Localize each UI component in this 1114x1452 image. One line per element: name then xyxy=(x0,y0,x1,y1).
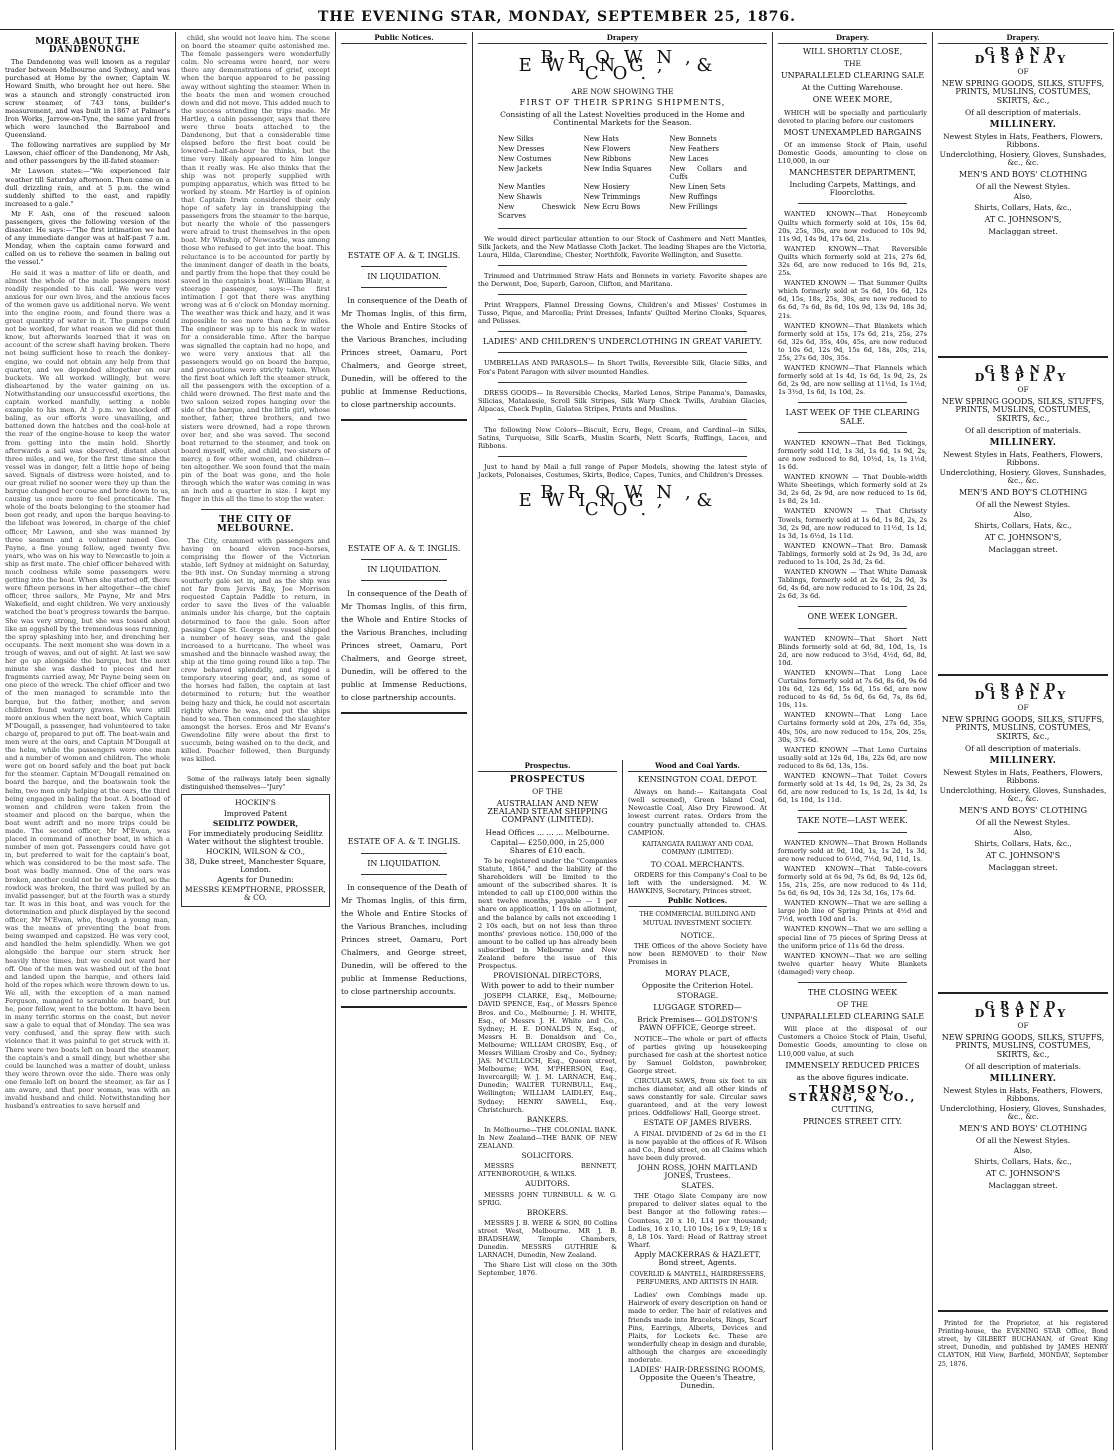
notice-body: In consequence of the Death of Mr Thomas Inglis, of this firm, the Whole and Entire Stocks of the Various Branches, including Princes street, Oamaru, Port Chalmers, and George street, Dunedin, will be offered to the public at Immense Reductions, to close partnership accounts. xyxy=(341,882,467,996)
ad-goods: NEW SPRING GOODS, SILKS, STUFFS, PRINTS, MUSLINS, COSTUMES, SKIRTS, &c., xyxy=(941,1033,1105,1059)
ad-under: Underclothing, Hosiery, Gloves, Sunshades, &c., &c. xyxy=(939,1104,1107,1122)
wanted-known: WANTED KNOWN —That Leno Curtains usually sold at 12s 6d, 18s, 22s 6d, are now reduced to 8s 6d, 13s, 15s. xyxy=(778,745,927,770)
drapery-paragraph: Just to hand by Mail a full range of Paper Models, showing the latest style of Jackets, Polonaises, Costumes, Skirts, Bodice, Capes, Tunics, and Children's Dresses. xyxy=(478,463,767,480)
thomson-strang: THOMSON, STRANG, & CO., xyxy=(788,1082,917,1104)
ladies-rooms: LADIES' HAIR-DRESSING ROOMS, Opposite the Queen's Theatre, Dunedin. xyxy=(629,1365,766,1391)
column-heading: Drapery. xyxy=(938,34,1108,44)
ad-mens: MEN'S AND BOYS' CLOTHING xyxy=(959,1124,1087,1134)
wanted-known: WANTED KNOWN — That Summer Quilts which formerly sold at 5s 6d, 10s 6d, 12s 6d, 15s, 18s, 25s, 30s, are now reduced to 6s 6d, 7s 6d, 8s 6d, 10s 9d, 13s 9d, 18s 3d, 21s. xyxy=(778,279,927,320)
coverlid-body: Ladies' own Combings made up. Hairwork of every description on hand or made to order. The hair of relatives and friends made into Bracelets, Rings, Scarf Pins, Earrings, Alberts, Devices and Plaits, for Lockets &c. These are wonderfully cheap in design and durable, although the charges are exceedingly moderate. xyxy=(628,1291,767,1364)
article-paragraph: The following narratives are supplied by Mr Lawson, chief officer of the Dandenong, Mr Ash, and other passengers by the ill-fated steamer: xyxy=(5,141,170,166)
ad-also: Also, xyxy=(1013,1146,1033,1156)
list-item: New Bonnets xyxy=(669,134,717,143)
ad-shirts: Shirts, Collars, Hats, &c., xyxy=(974,1156,1072,1166)
list-item: New Hosiery xyxy=(583,183,630,192)
ad-millinery: MILLINERY. xyxy=(989,119,1057,130)
wanted-known: WANTED KNOWN — That Chrissty Towels, formerly sold at 1s 6d, 1s 8d, 2s, 2s 3d, 2s 9d, are now reduced to 11½d, 1s 1d, 1s 3d, 1s 6½d, 1s 11d. xyxy=(778,507,927,540)
list-item: New Linen Sets xyxy=(669,183,726,192)
column-clearing-sale xyxy=(773,32,933,1450)
brokers: MESSRS J. B. WERE & SON, 80 Collins street West, Melbourne. MR J. B. BRADSHAW, Temple Chambers, Dunedin. MESSRS GUTHRIE & LARNACH, Dunedin, New Zealand. xyxy=(478,1218,617,1260)
ad-millinery: MILLINERY. xyxy=(989,437,1057,448)
estate-notice xyxy=(341,545,467,714)
drapery-paragraph: DRESS GOODS— In Reversible Checks, Marled Lenos, Stripe Panama's, Damasks, Silicias, Matalassie, Scroll Silk Stripes, Silk Warp Check Twills, Arabian Glacies, Alpacas, Check Poplin, Galatea Stripes, Prints and Muslins. xyxy=(478,388,767,413)
directors-list: JOSEPH CLARKE, Esq., Melbourne; DAVID SPENCE, Esq., of Messrs Spence Bros. and Co., Melbourne; J. H. WHITE, Esq., of Messrs J. H. White and Co., Sydney; H. E. DONALDS N, Esq., of Messrs H. B. Donaldson and Co., Melbourne; WILLIAM CROSBY, Esq., of Messrs William Crosby and Co., Sydney; JAS. M'CULLOCH, Esq., Queen street, Melbourne; WM. M'PHERSON, Esq., Invercargill; W. J. M. LARNACH, Esq., Dunedin; WALTER TURNBULL, Esq., Wellington; WILLIAM LAIDLEY, Esq., Sydney; HENRY SAWELL, Esq., Christchurch. xyxy=(478,992,617,1114)
wanted-known: WANTED KNOWN—That we are selling a special line of 75 pieces of Spring Dress at the uniform price of 11s 6d the dress. xyxy=(778,925,927,950)
brand-title: BROWN, EWING, & CO. xyxy=(518,482,727,520)
imprint: Printed for the Proprietor, at his registered Printing-house, the EVENING STAR Office, Bond street, by GILBERT BUCHANAN, of Great King street, Dunedin, and published by JAMES HENRY CLAYTON, Hill View, Barfield, MONDAY, September 25, 1876. xyxy=(938,1320,1108,1368)
list-item: New Trimmings xyxy=(583,193,641,202)
column-heading: Prospectus. xyxy=(478,762,617,772)
column-news-dandenong xyxy=(0,32,176,1450)
brand-title: BROWN, EWING, & CO. xyxy=(518,47,727,85)
ad-mill-desc: Newest Styles in Hats, Feathers, Flowers, Ribbons. xyxy=(943,131,1103,149)
notice-body: In consequence of the Death of Mr Thomas Inglis, of this firm, the Whole and Entire Stocks of the Various Branches, including Princes street, Oamaru, Port Chalmers, and George street, Dunedin, will be offered to the public at Immense Reductions, to close partnership accounts. xyxy=(341,296,467,410)
drapery-paragraph: Trimmed and Untrimmed Straw Hats and Bonnets in variety. Favorite shapes are the Derwent, Doe, Superb, Garoon, Clifton, and Maritana. xyxy=(478,271,767,288)
storage-label: STORAGE. xyxy=(676,991,719,1001)
column-prospectus xyxy=(473,760,623,1450)
ad-title: GRAND DISPLAY xyxy=(974,363,1072,385)
article-paragraph: Mr Lawson states:—"We experienced fair weather till Saturday afternoon. Then came on a dull drizzling rain, and at 5 p.m. the wind suddenly shifted to the east, and rapidly increased to a gale." xyxy=(5,167,170,208)
drapery-heading: LADIES' AND CHILDREN'S UNDERCLOTHING IN GREAT VARIETY. xyxy=(482,337,763,347)
column-public-notices xyxy=(336,32,473,1450)
ad-johnson: AT C. JOHNSON'S xyxy=(985,1168,1061,1178)
list-item: New Ecru Bows xyxy=(583,203,641,212)
ad-goods: NEW SPRING GOODS, SILKS, STUFFS, PRINTS, MUSLINS, COSTUMES, SKIRTS, &c., xyxy=(941,715,1105,741)
ad-of: OF xyxy=(1017,67,1029,77)
column-drapery-brown-ewing xyxy=(473,32,773,760)
ad-mill-desc: Newest Styles in Hats, Feathers, Flowers, Ribbons. xyxy=(943,767,1103,785)
ad-mens-desc: Of all the Newest Styles. xyxy=(975,818,1071,828)
first-shipments: FIRST OF THEIR SPRING SHIPMENTS, xyxy=(519,98,726,109)
directors-head: PROVISIONAL DIRECTORS, xyxy=(493,971,602,981)
immensely-reduced: IMMENSELY REDUCED PRICES xyxy=(785,1060,920,1070)
masthead: THE EVENING STAR, MONDAY, SEPTEMBER 25, 1876. xyxy=(0,6,1114,30)
ad-goods: NEW SPRING GOODS, SILKS, STUFFS, PRINTS, MUSLINS, COSTUMES, SKIRTS, &c., xyxy=(941,79,1105,105)
wanted-known: WANTED KNOWN—That Table-covers formerly sold at 6s 9d, 7s 6d, 8s 9d, 12s 6d, 15s, 21s, 25s, are now reduced to 4s 11d, 5s 6d, 6s 9d, 10s 3d, 12s 3d, 16s, 17s 6d. xyxy=(778,864,927,898)
take-note: TAKE NOTE—LAST WEEK. xyxy=(797,816,908,826)
ad-maker: HOCKIN, WILSON & CO., xyxy=(205,846,305,856)
wanted-known: WANTED KNOWN—That Long Lace Curtains formerly sold at 7s 6d, 8s 6d, 9s 6d 10s 6d, 12s 6d, 15s 6d, 15s 6d, are now reduced to 4s 6d, 5s 6d, 6s 6d, 7s, 8s 6d, 10s, 11s. xyxy=(778,668,927,710)
column-grand-display xyxy=(933,32,1114,1450)
solicitors: MESSRS BENNETT, ATTENBOROUGH, & WILKS. xyxy=(478,1162,617,1179)
ad-shirts: Shirts, Collars, Hats, &c., xyxy=(974,838,1072,848)
column-heading: Wood and Coal Yards. xyxy=(628,762,767,772)
brokers-head: BROKERS. xyxy=(526,1207,569,1217)
list-item: New Flowers xyxy=(583,144,631,153)
grand-display-ad xyxy=(938,45,1108,348)
article-paragraph: The Dandenong was well known as a regular trader between Melbourne and Sydney, and was purchased at Home by the owner, Captain W. Howard Smith, who brought her out here. She was a staunch and strongly constructed iron screw steamer, of 743 tons, builder's measurement, and was built in 1867 at Palmer's Iron Works, Jarrow-on-Tyne, the same yard from which were launched the Barrabool and Queensland. xyxy=(5,58,170,140)
wanted-known: WANTED KNOWN — That Double-width White Sheetings, which formerly sold at 2s 3d, 2s 6d, 2s 9d, are now reduced to 1s 6d, 1s 8d, 2s 1d. xyxy=(778,473,927,506)
including: Including Carpets, Mattings, and Floorcloths. xyxy=(789,180,916,198)
article-title: MORE ABOUT THE DANDENONG. xyxy=(35,37,140,56)
ad-shirts: Shirts, Collars, Hats, &c., xyxy=(974,202,1072,212)
solicitors-head: SOLICITORS. xyxy=(521,1151,574,1161)
column-heading: Public Notices. xyxy=(341,34,467,44)
ad-desc: For immediately producing Seidlitz Water without the slightest trouble. xyxy=(187,828,324,846)
ad-also: Also, xyxy=(1013,828,1033,838)
ad-under: Underclothing, Hosiery, Gloves, Sunshades, &c., &c. xyxy=(939,150,1107,168)
notice-status: IN LIQUIDATION. xyxy=(367,272,441,282)
notice-title: ESTATE OF A. & T. INGLIS. xyxy=(347,837,461,847)
sale-intro: WHICH will be specially and particularly devoted to placing before our customers xyxy=(778,108,927,125)
mutual-body: THE Offices of the above Society have now been REMOVED to their New Premises in xyxy=(628,941,767,966)
directors-sub: With power to add to their number xyxy=(481,981,614,991)
ad-mens-desc: Of all the Newest Styles. xyxy=(975,500,1071,510)
closing-note: The Share List will close on the 30th September, 1876. xyxy=(478,1261,617,1278)
will-close: WILL SHORTLY CLOSE, xyxy=(802,47,903,57)
estate-body: A FINAL DIVIDEND of 2s 6d in the £1 is now payable at the offices of R. Wilson and Co., Bond street, on all Claims which have been duly proved. xyxy=(628,1129,767,1162)
wanted-known: WANTED KNOWN—That we are selling twelve quarter heavy White Blankets (damaged) very cheap. xyxy=(778,951,927,976)
ad-desc: Of all description of materials. xyxy=(965,425,1081,435)
will-place: Will place at the disposal of our Customers a Choice Stock of Plain, Useful, Domestic Goods, amounting to close on L10,000 value, at such xyxy=(778,1025,927,1058)
consisting: Consisting of all the Latest Novelties produced in the Home and Continental Markets for the Season. xyxy=(500,109,745,127)
drapery-paragraph: UMBRELLAS AND PARASOLS— In Short Twills, Reversible Silk, Glacie Silks, and Fox's Patent Paragon with silver mounted Handles. xyxy=(478,359,767,376)
circular-saws: CIRCULAR SAWS, from six feet to six inches diameter, and all other kinds of saws constantly for sale. Circular saws guaranteed, and at the very lowest prices. Oddfellows' Hall, George street. xyxy=(628,1077,767,1118)
ad-desc: Of all description of materials. xyxy=(965,1061,1081,1071)
wanted-known: WANTED KNOWN—That we are selling a large job line of Spring Prints at 4½d and 7½d, worth 10d and 1s. xyxy=(778,899,927,924)
ad-mill-desc: Newest Styles in Hats, Feathers, Flowers, Ribbons. xyxy=(943,449,1103,467)
list-item: New Ribbons xyxy=(583,154,631,163)
as-above: as the above figures indicate. xyxy=(796,1072,909,1082)
ad-of: OF xyxy=(1017,1021,1029,1031)
list-item: New Jackets xyxy=(498,165,543,174)
column-news-continued xyxy=(176,32,336,1450)
bankers-head: BANKERS. xyxy=(526,1114,569,1124)
orders: ORDERS for this Company's Coal to be left with the undersigned. M. W. HAWKINS, Secretary, Princes street. xyxy=(628,871,767,896)
prospectus-body: To be registered under the "Companies Statute, 1864," and the liability of the Shareholders will be limited to the amount of the subscribed shares. It is intended to call up £100,000 within the next twelve months, payable — 1 per share on application, 1 10s on allotment, and the balance by calls not exceeding 1 2 10s each, but on not less than three months' previous notice. 150,000 of the amount to be called up has already been subscribed in Melbourne and New Zealand before the issue of this Prospectus. xyxy=(478,856,617,971)
kensington-depot: KENSINGTON COAL DEPOT. xyxy=(637,775,758,785)
coverlid: COVERLID & MANTELL, HAIRDRESSERS, PERFUMERS, AND ARTISTS IN HAIR. xyxy=(629,1271,766,1287)
moray-sub: Opposite the Criterion Hotel. xyxy=(641,981,754,991)
cutting-warehouse: At the Cutting Warehouse. xyxy=(802,83,903,93)
company-name: AUSTRALIAN AND NEW ZEALAND STEAM SHIPPING COMPANY (LIMITED). xyxy=(487,799,608,825)
ad-mens: MEN'S AND BOY'S CLOTHING xyxy=(959,488,1087,498)
drapery-paragraph: Print Wrappers, Flannel Dressing Gowns, Children's and Misses' Costumes in Tusso, Pique, and Marcella; Print Dresses, Infants' Quilted Merino Cloaks, Squares, and Pelisses. xyxy=(478,301,767,326)
list-item: New Laces xyxy=(669,154,709,163)
wanted-known: WANTED KNOWN — That White Damask Tablings, formerly sold at 2s 6d, 2s 9d, 3s 6d, 4s 6d, are now reduced to 1s 10d, 2s 2d, 2s 6d, 3s 6d. xyxy=(778,568,927,601)
ad-street: Maclaggan street. xyxy=(988,226,1058,236)
grand-display-ad xyxy=(938,363,1108,666)
kaitangata-company: KAITANGATA RAILWAY AND COAL COMPANY (LIMITED). xyxy=(642,840,753,856)
drapery-paragraph: The following New Colors—Biscuit, Ecru, Bege, Cream, and Cardinal—in Silks, Satins, Turquoise, Silk Scarfs, Muslin Scarfs, Nett Scarfs, Ruffings, Laces, and Ribbons. xyxy=(478,425,767,451)
wanted-known: WANTED KNOWN—That Flannels which formerly sold at 1s 4d, 1s 6d, 1s 9d, 2s, 2s 6d, 2s 9d, are now selling at 11½d, 1s 1½d, 1s 3½d, 1s 6d, 1s 10d, 2s. xyxy=(778,364,927,397)
wanted-known: WANTED KNOWN—That Long Lace Curtains formerly sold at 20s, 27s 6d, 35s, 40s, 50s, are now reduced to 15s, 20s, 25s, 30s, 37s 6d. xyxy=(778,711,927,744)
one-week-more: ONE WEEK MORE, xyxy=(812,95,893,105)
ad-title: GRAND DISPLAY xyxy=(974,45,1072,67)
ad-under: Underclothing, Hosiery, Gloves, Sunshades, &c., &c. xyxy=(939,468,1107,486)
of-the: OF THE xyxy=(837,1000,868,1010)
ad-title: GRAND DISPLAY xyxy=(974,999,1072,1021)
princes-street: PRINCES STREET CITY. xyxy=(802,1117,903,1127)
news-note: Some of the railways lately been signally distinguished themselves—"Jury" xyxy=(181,776,330,792)
ad-also: Also, xyxy=(1013,192,1033,202)
seidlitz-ad xyxy=(181,794,330,907)
ad-goods: NEW SPRING GOODS, SILKS, STUFFS, PRINTS, MUSLINS, COSTUMES, SKIRTS, &c., xyxy=(941,397,1105,423)
bankers: In Melbourne—THE COLONIAL BANK. In New Zealand—THE BANK OF NEW ZEALAND. xyxy=(478,1125,617,1151)
wanted-known: WANTED KNOWN—That Bed Tickings, formerly sold 11d, 1s 3d, 1s 6d, 1s 9d, 2s, are now reduced to 8d, 10½d, 1s, 1s 1½d, 1s 6d. xyxy=(778,438,927,471)
items-list xyxy=(498,135,747,220)
notice-status: IN LIQUIDATION. xyxy=(367,858,441,868)
ad-millinery: MILLINERY. xyxy=(989,1073,1057,1084)
ad-desc: Of all description of materials. xyxy=(965,743,1081,753)
list-item: New Costumes xyxy=(498,154,552,163)
notice-body: NOTICE—The whole or part of effects of parties giving up housekeeping purchased for cash at the shortest notice by Samuel Goldston, pawnbroker, George street. xyxy=(628,1034,767,1075)
unparalleled: UNPARALLELED CLEARING SALE xyxy=(780,1012,925,1022)
ad-mill-desc: Newest Styles in Hats, Feathers, Flowers, Ribbons. xyxy=(943,1085,1103,1103)
grand-display-ad xyxy=(938,681,1108,984)
wanted-known: WANTED KNOWN—That Toilet Covers formerly sold at 1s 4d, 1s 9d, 2s, 2s 3d, 2s 6d, are now reduced to 1s, 1s 2d, 1s 4d, 1s 6d, 1s 10d, 1s 11d. xyxy=(778,772,927,805)
auditors: MESSRS JOHN TURNBULL & W. G. SPRIG. xyxy=(478,1190,617,1207)
ad-of: OF xyxy=(1017,385,1029,395)
ad-mens-desc: Of all the Newest Styles. xyxy=(975,182,1071,192)
immense-stock: Of an immense Stock of Plain, useful Domestic Goods, amounting to close on L10,000, in our xyxy=(778,140,927,166)
prospectus-title: PROSPECTUS xyxy=(509,775,586,786)
notice-label: NOTICE. xyxy=(680,930,715,940)
list-item: New Collars and Cuffs xyxy=(669,165,747,182)
wanted-known: WANTED KNOWN—That Short Nett Blinds formerly sold at 6d, 8d, 10d, 1s, 1s 2d, are now reduced to 3½d, 4½d, 6d, 8d, 10d. xyxy=(778,634,927,667)
wanted-known: WANTED KNOWN—That Brown Hollands formerly sold at 9d, 10d, 1s, 1s 2d, 1s 3d, are now reduced to 6½d, 7½d, 9d, 11d, 1s. xyxy=(778,838,927,863)
article-body: The City, crammed with passengers and having on board eleven race-horses, comprising the flower of the Victorian stable, left Sydney at midnight on Saturday, the 9th inst. On Sunday morning a strong southerly gale set in, and as the ship was not far from Jervis Bay, Joe Morrison requested Captain Paddle to return, in order to save the lives of the valuable animals under his charge, but the captain determined to face the gale. Soon after passing Cape St. George the vessel shipped a number of heavy seas, and the gale increased to a hurricane. The wheel was smashed and the binnacle washed away, the ship at the time going round like a top. The crew behaved splendidly, and rigged a temporary steering gear, and, as some of the horses had fallen, the captain at last determined to return; but the weather being hazy and thick, he could not ascertain rightly where he was, and put the ships head to sea. Then commenced the slaughter amongst the horses. Eros and Mr Evans's Gwendoline filly were about the first to succumb, being washed on to the deck, and killed. Poacher followed, then Burgundy was killed. xyxy=(181,536,330,764)
column-heading: Public Notices. xyxy=(628,897,767,907)
one-week-longer: ONE WEEK LONGER. xyxy=(807,612,898,622)
auditors-head: AUDITORS. xyxy=(525,1179,570,1189)
list-item: New Frillings xyxy=(669,203,718,212)
ad-addr: 38, Duke street, Manchester Square, London. xyxy=(185,857,326,875)
closing-week: THE CLOSING WEEK xyxy=(807,988,898,997)
ad-desc: Of all description of materials. xyxy=(965,107,1081,117)
article-paragraph: Mr F. Ash, one of the rescued saloon passengers, gives the following version of the disaster. He says:—"The first intimation we had of any immediate danger was at half-past 7 a.m. Monday, when the captain came forward and called on us to relieve the seamen in baling out the vessel." xyxy=(5,209,170,267)
ad-under: Underclothing, Hosiery, Gloves, Sunshades, &c., &c. xyxy=(939,786,1107,804)
section-title: THE CITY OF MELBOURNE. xyxy=(216,515,295,534)
ad-of: OF xyxy=(1017,703,1029,713)
list-item: New Mantles xyxy=(498,183,546,192)
luggage-stored: LUGGAGE STORED— xyxy=(653,1003,742,1013)
ad-johnson: AT C. JOHNSON'S, xyxy=(984,214,1062,224)
the-label: THE xyxy=(843,59,862,69)
ad-street: Maclaggan street. xyxy=(988,862,1058,872)
notice-title: ESTATE OF A. & T. INGLIS. xyxy=(347,251,461,261)
head-office: Head Offices ... ... ... Melbourne. xyxy=(485,827,610,837)
list-item: New Ruffings xyxy=(669,193,718,202)
grand-display-ad xyxy=(938,999,1108,1302)
estate-notice xyxy=(341,252,467,421)
column-heading: Drapery xyxy=(478,34,767,44)
notice-title: ESTATE OF A. & T. INGLIS. xyxy=(347,544,461,554)
now-showing: ARE NOW SHOWING THE xyxy=(571,87,674,97)
ad-mens: MEN'S AND BOYS' CLOTHING xyxy=(959,170,1087,180)
ad-also: Also, xyxy=(1013,510,1033,520)
ad-johnson: AT C. JOHNSON'S, xyxy=(984,532,1062,542)
to-coal-merchants: TO COAL MERCHANTS. xyxy=(650,859,745,869)
ad-millinery: MILLINERY. xyxy=(989,755,1057,766)
sale-title: UNPARALLELED CLEARING SALE xyxy=(780,71,925,81)
list-item: New Dresses xyxy=(498,144,545,153)
slates-body: THE Otago Slate Company are now prepared to deliver slates equal to the best Bangor at the following rates:— Countess, 20 x 10, L14 per thousand; Ladies, 16 x 10, L10 10s; 16 x 9, L9; 18 x 8, L8 10s. Yard: Head of Rattray street Wharf. xyxy=(628,1192,767,1249)
wanted-known: WANTED KNOWN—That Blankets which formerly sold at 15s, 17s 6d, 21s, 25s, 27s 6d, 32s 6d, 35s, 40s, 45s, are now reduced to 10s 6d, 12s 9d, 15s 6d, 18s, 20s, 21s, 25s, 27s 6d, 30s, 35s. xyxy=(778,321,927,362)
ad-agents: Agents for Dunedin: xyxy=(217,875,294,885)
wanted-known: WANTED KNOWN—That Reversible Quilts which formerly sold at 21s, 27s 6d, 32s 6d, are now reduced to 16s 9d, 21s, 25s. xyxy=(778,244,927,278)
ad-mens: MEN'S AND BOYS' CLOTHING xyxy=(959,806,1087,816)
ad-agents-name: MESSRS KEMPTHORNE, PROSSER, & CO. xyxy=(185,885,326,903)
apply: Apply MACKERRAS & HAZLETT, Bond street, Agents. xyxy=(634,1249,761,1267)
list-item: New Shawls xyxy=(498,193,542,202)
ad-sub: Improved Patent xyxy=(223,808,288,818)
list-item: New India Squares xyxy=(583,165,652,174)
wanted-known: WANTED KNOWN—That Bro. Damask Tablings, formerly sold at 2s 9d, 3s 3d, are reduced to 1s 10d, 2s 3d, 2s 6d. xyxy=(778,541,927,566)
article-body: child, she would not leave him. The scene on board the steamer quite astonished me. The female passengers were wonderfully calm. No screams were heard, nor were there any demonstrations of grief, except when the barque appeared to be passing away without sighting the steamer. When in the boats the men and women crouched down and did not move. This added much to the success attending the trips made. Mr Hartley, a cabin passenger, says that there were three boats attached to the Dandenong, but that a considerable time elapsed before the first boat could be lowered—half-an-hour he thinks, but the time very likely appeared to him longer than it really was. He also thinks that the ship was not properly supplied with pumping apparatus, which was fitted to be worked by steam. Mr Hartley is of opinion that Captain Irwin considered their only hope of safety lay in transhipping the passengers from the steamer to the barque, but nearly the whole of the passengers were afraid to trust themselves in the open boat. Mr Winship, of Newcastle, was among those who refused to get into the boat. This reluctance is to be accounted for partly by the imminent danger of death in the boats, and partly from the hope that they could be saved in the captain's boat. William Blair, a steerage passenger, says:—The first intimation I got that there was anything wrong was at 6 o'clock on Monday morning. The weather was thick and hazy, and it was impossible to see more than a few miles. The engineer was up to his neck in water for a considerable time. After the barque was signalled the captain had no hope, and we were very anxious that all the passengers would go on board the barque, and precautions were strictly taken. When the first boat which left the steamer struck, all the passengers with the exception of a child were drowned. The first mate and the two saloon seized ropes hanging over the side of the barque, and the little girl, whose mother, father, three brothers, and two sisters were drowned, had a rope thrown over her, and she was saved. The second boat returned to the steamer, and took on board myself, wife, and child, two sisters of mercy, a few other women, and children—ten altogether. We soon found that the main pin of the boat was gone, and the hole through which the water was coming in was an inch and a quarter in size. I kept my finger in this all the time to stop the water. xyxy=(181,34,330,504)
list-item: New Silks xyxy=(498,134,534,143)
estate-notice xyxy=(341,838,467,1007)
wanted-known: WANTED KNOWN—That Honeycomb Quilts which formerly sold at 10s, 15s 6d, 20s, 25s, 30s, are now reduced to 10s 9d, 11s 9d, 14s 9d, 17s 6d, 21s. xyxy=(778,210,927,243)
depot-body: Always on hand:— Kaitangata Coal (well screened), Green Island Coal, Newcastle Coal, Also Dry Firewood. At lowest current rates. Orders from the country punctually attended to. CHAS. CAMPION. xyxy=(628,788,767,837)
column-coal-and-notices xyxy=(623,760,773,1450)
notice-status: IN LIQUIDATION. xyxy=(367,565,441,575)
drapery-paragraph: We would direct particular attention to our Stock of Cashmere and Nett Mantles, Silk Jackets, and the New Matlasse Cloth Jacket. The leading Shapes are the Victoria, Laura, Hilda, Clarendine, Chester, Northfolk, Favorite Wellington, and Susette. xyxy=(478,234,767,259)
ad-product: SEIDLITZ POWDER, xyxy=(212,818,299,828)
column-heading: Drapery. xyxy=(778,34,927,44)
ad-name: HOCKIN'S xyxy=(235,798,276,808)
bargains: MOST UNEXAMPLED BARGAINS xyxy=(783,127,922,137)
ad-johnson: AT C. JOHNSON'S xyxy=(985,850,1061,860)
goldston: Brick Premises— GOLDSTON'S PAWN OFFICE, George street. xyxy=(637,1015,758,1033)
ad-street: Maclaggan street. xyxy=(988,544,1058,554)
mutual-society: THE COMMERCIAL BUILDING AND MUTUAL INVESTMENT SOCIETY. xyxy=(639,911,756,927)
ad-shirts: Shirts, Collars, Hats, &c., xyxy=(974,520,1072,530)
moray-place: MORAY PLACE, xyxy=(664,968,731,978)
cutting: CUTTING, xyxy=(831,1105,874,1115)
ad-mens-desc: Of all the Newest Styles. xyxy=(975,1136,1071,1146)
estate-rivers: ESTATE OF JAMES RIVERS. xyxy=(643,1118,752,1128)
trustees: JOHN ROSS, JOHN MAITLAND JONES, Trustees. xyxy=(637,1162,758,1181)
ad-title: GRAND DISPLAY xyxy=(974,681,1072,703)
list-item: New Hats xyxy=(583,134,619,143)
capital: Capital— £250,000, in 25,000 Shares of £10 each. xyxy=(490,837,605,855)
prospectus-of: OF THE xyxy=(532,787,563,797)
ad-street: Maclaggan street. xyxy=(988,1180,1058,1190)
list-item: New Cheswick Scarves xyxy=(498,203,576,220)
notice-body: In consequence of the Death of Mr Thomas Inglis, of this firm, the Whole and Entire Stocks of the Various Branches, including Princes street, Oamaru, Port Chalmers, and George street, Dunedin, will be offered to the public at Immense Reductions, to close partnership accounts. xyxy=(341,589,467,703)
list-item: New Feathers xyxy=(669,144,720,153)
manchester-dept: MANCHESTER DEPARTMENT, xyxy=(789,168,916,178)
article-body: He said it was a matter of life or death, and almost the whole of the male passengers most readily responded to his call. We were very anxious for our own lives, and the anxious faces of the women gave us additional nerve. We went into the engine room, and found there was a great quantity of water in it. The pumps could not be worked, for what reason we did not then know, but afterwards learned that it was on account of the screw shaft having broken. There not being sufficient hose to reach the donkey-engine, we could not obtain any help from that quarter, and we depended altogether on our buckets. We all worked willingly, but were disheartened by the water gaining on us. Notwithstanding our unsuccessful exertions, the captain worked manfully, setting a noble example to his men. At 3 p.m. we knocked off baling, as our efforts were unavailing, and battened down the hatches and the coal-hole at the rear of the engine-house to keep the water from getting into the main hold. Shortly afterwards a sail was observed, distant about three miles, and we, for the first time since the vessel was in danger, felt a little hope of being saved. Signals of distress were hoisted, and to our great relief no sooner were they up than the barque changed her course and bore down to us, causing us once more to feel practicable. The whole of the boats belonging to the steamer had been got ready, and upon the barque heaving-to the lifeboat was lowered, in charge of the chief officer, Mr Lawson, and she was manned by three seamen and a volunteer named Geo. Payne, a fine young fellow, aged twenty five years, who was on his way to Newcastle to join a ship as first mate. The chief officer behaved with much coolness while some passengers were getting into the boat. When she started off, there were fifteen persons in her altogether—the chief officer, three sailors, Mr Payne, Mr and Mrs Wakefield, and eight children. We very anxiously watched the boat's progress towards the barque. She was very strong, but she was tossed about like an eggshell by the tremendous seas running, the spray splashing into her, and drenching her occupants. The next moment she was down in a trough of waves, and out of sight. At last we saw her go up alongside the barque, but the next minute she was dashed to pieces and her fragments carried away, Mr Payne being seen on one piece of the wreck. The chief officer and two of the men managed to scramble into the barque, but the father, mother, and seven children found watery graves. We were still more anxious when the next boat, which Captain M'Dougall, a passenger, had volunteered to take charge of, prepared to put off. The boat-wain and men were at the oars, and Captain M'Dougall at the helm, while the passengers were one man and a number of women and children. The whole were got on board safely and the boat put back for the steamer. Captain M'Dougall remained on board the barque, and the boatswain took the helm, two men only helping at the oars, the third being engaged in baling the boat. A boatload of women and children were taken from the steamer and placed on the barque, when the boat went adrift and no more trips could be made. The second officer, Mr M'Ewan, was placed in command of another boat, in which a number of men got. Passengers could have got in, but preferred to wait for the captain's boat, which was considered to be the most safe. The boat was badly manned. One of the oars was broken, another could not be well worked, so the rowlock was broken, the third was pulled by an invalid passenger, but at the fourth was a sturdy tar. It was in this boat, and was vouch for the determination and pluck displayed by the second officer, Mr M'Ewan, who, though a young man, was the means of preventing the boat from being swamped and capsized. He was very cool, and handled the helm splendidly. When we got alongside the barque our stern struck her heavily three times, but we could not ward her off. One of the men was washed out of the boat and landed upon the barque, and others laid hold of the ropes which were thrown down to us. We all, with the exception of a man named Ferguson, managed to scramble on board, but he, poor fellow, went to the bottom. It have been in many terrific storms on the coast, but never saw a gale to equal that of Monday. The sea was very confused, and the spray flew with such violence that it was painful to get struck with it. There were two boats left on board the steamer, the captain's and a small dingy, but whether she could be launched was a matter of doubt, unless they were thrown over the side. There was only one female left on board the steamer, as far as I am aware, and that poor woman, was with an invalid husband and child. Notwithstanding her husband's entreaties to save herself and xyxy=(5,268,171,1111)
slates-label: SLATES. xyxy=(681,1181,714,1191)
last-week: LAST WEEK OF THE CLEARING SALE. xyxy=(785,408,920,426)
